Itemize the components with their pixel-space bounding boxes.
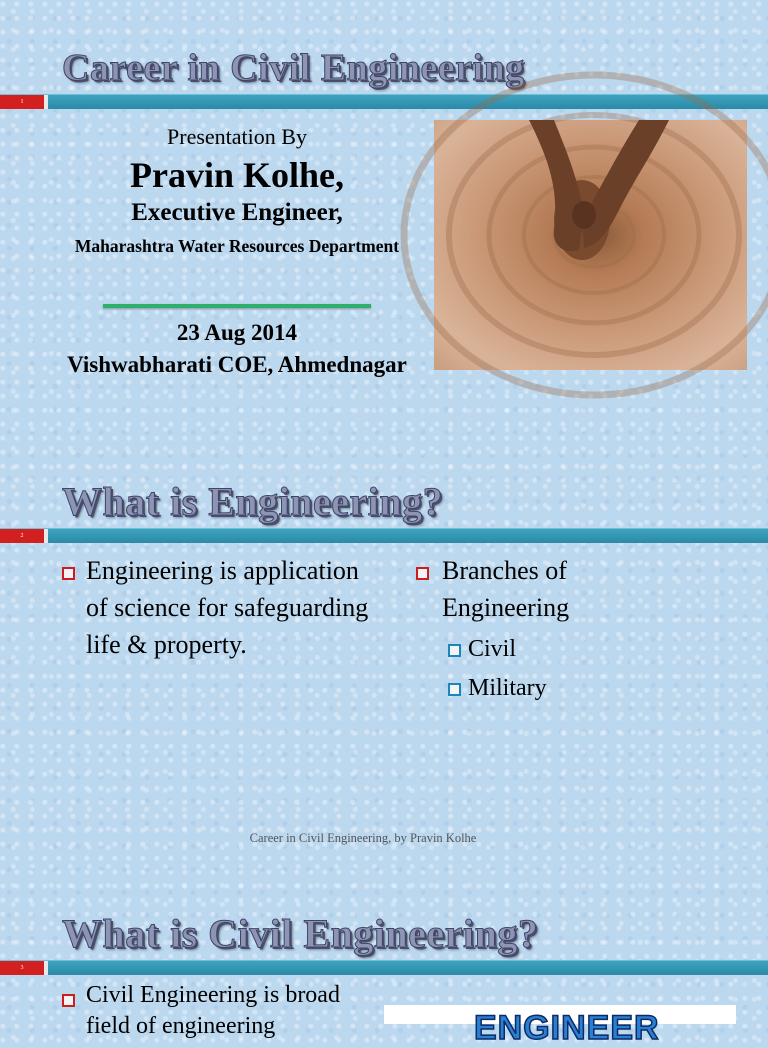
presentation-by-label: Presentation By: [167, 124, 307, 149]
bullet-square-icon: [416, 567, 429, 580]
engineering-definition: Engineering is application of science for safeguarding life & property.: [86, 556, 369, 659]
presenter-role: Executive Engineer,: [131, 199, 343, 226]
branch-military: Military: [468, 675, 547, 701]
divider-line: [103, 304, 371, 308]
sub-bullet-square-icon: [448, 644, 461, 657]
engineer-graphic: [384, 1005, 736, 1047]
presentation-venue: Vishwabharati COE, Ahmednagar: [67, 352, 407, 377]
slide-3-title-bar: [0, 960, 768, 975]
bullet-square-icon: [62, 567, 75, 580]
slide-2-title-bar: [0, 528, 768, 543]
slide-1-title-bar: [0, 94, 768, 109]
presenter-name: Pravin Kolhe,: [130, 155, 344, 195]
slide-3-number: 3: [0, 961, 48, 975]
bullet-square-icon: [62, 994, 75, 1007]
engineer-graphic-text: ENGINEER: [474, 1009, 660, 1047]
pottery-wheel-hands-photo: [434, 120, 747, 370]
slide-2-footer: Career in Civil Engineering, by Pravin Kolhe: [249, 831, 477, 845]
civil-engineering-definition: Civil Engineering is broad field of engineering: [86, 982, 340, 1039]
presentation-date: 23 Aug 2014: [176, 320, 298, 345]
sub-bullet-square-icon: [448, 683, 461, 696]
presenter-department: Maharashtra Water Resources Department: [74, 236, 400, 256]
branches-heading: Branches of Engineering: [442, 556, 570, 622]
slide-2-number: 2: [0, 529, 48, 543]
slide-3-title: What is Civil Engineering?: [62, 911, 539, 956]
slide-2-title: What is Engineering?: [62, 479, 444, 524]
branch-civil: Civil: [468, 636, 517, 662]
slide-1-title: Career in Civil Engineering: [62, 47, 525, 89]
slide-1-number: 1: [0, 95, 48, 109]
